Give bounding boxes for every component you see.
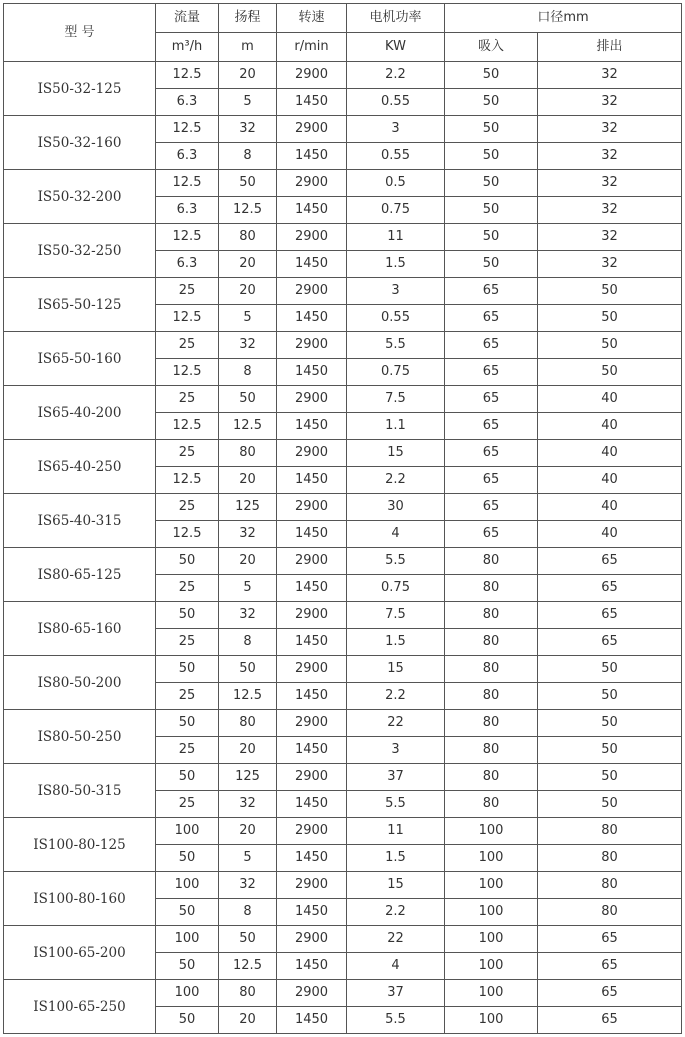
flow-cell: 6.3: [156, 251, 219, 278]
table-row: [4, 116, 682, 143]
head-cell: 32: [219, 791, 277, 818]
outlet-cell: 32: [538, 197, 682, 224]
flow-header: 流量: [156, 4, 219, 33]
outlet-cell: 80: [538, 818, 682, 845]
speed-cell: 2900: [277, 224, 347, 251]
outlet-cell: 40: [538, 467, 682, 494]
model-cell: IS65-50-125: [4, 278, 156, 332]
table-row: [4, 548, 682, 575]
flow-cell: 25: [156, 386, 219, 413]
power-cell: 15: [347, 656, 445, 683]
table-header: [4, 4, 682, 62]
power-cell: 30: [347, 494, 445, 521]
outlet-cell: 32: [538, 89, 682, 116]
head-cell: 12.5: [219, 683, 277, 710]
head-cell: 50: [219, 656, 277, 683]
head-cell: 20: [219, 467, 277, 494]
flow-cell: 25: [156, 575, 219, 602]
power-cell: 37: [347, 980, 445, 1007]
model-cell: IS50-32-160: [4, 116, 156, 170]
outlet-cell: 50: [538, 683, 682, 710]
inlet-cell: 65: [445, 359, 538, 386]
power-cell: 2.2: [347, 62, 445, 89]
outlet-cell: 32: [538, 224, 682, 251]
head-cell: 20: [219, 548, 277, 575]
flow-cell: 12.5: [156, 224, 219, 251]
head-cell: 5: [219, 845, 277, 872]
flow-cell: 50: [156, 656, 219, 683]
inlet-header: 吸入: [445, 33, 538, 62]
power-cell: 2.2: [347, 899, 445, 926]
power-cell: 0.5: [347, 170, 445, 197]
inlet-cell: 65: [445, 413, 538, 440]
inlet-cell: 65: [445, 278, 538, 305]
outlet-cell: 50: [538, 791, 682, 818]
power-cell: 4: [347, 953, 445, 980]
power-cell: 1.5: [347, 629, 445, 656]
head-cell: 80: [219, 224, 277, 251]
power-cell: 5.5: [347, 1007, 445, 1034]
outlet-cell: 32: [538, 251, 682, 278]
power-cell: 0.55: [347, 89, 445, 116]
inlet-cell: 50: [445, 224, 538, 251]
speed-cell: 2900: [277, 332, 347, 359]
inlet-cell: 50: [445, 197, 538, 224]
power-cell: 0.75: [347, 359, 445, 386]
speed-unit: r/min: [277, 33, 347, 62]
speed-cell: 1450: [277, 197, 347, 224]
head-cell: 20: [219, 62, 277, 89]
model-cell: IS80-65-125: [4, 548, 156, 602]
model-cell: IS100-80-160: [4, 872, 156, 926]
inlet-cell: 50: [445, 170, 538, 197]
flow-cell: 100: [156, 980, 219, 1007]
inlet-cell: 50: [445, 143, 538, 170]
head-cell: 125: [219, 494, 277, 521]
head-cell: 32: [219, 116, 277, 143]
power-cell: 1.1: [347, 413, 445, 440]
inlet-cell: 50: [445, 89, 538, 116]
flow-cell: 12.5: [156, 521, 219, 548]
speed-cell: 1450: [277, 737, 347, 764]
power-cell: 1.5: [347, 845, 445, 872]
flow-cell: 12.5: [156, 359, 219, 386]
power-cell: 15: [347, 440, 445, 467]
flow-cell: 50: [156, 764, 219, 791]
power-cell: 37: [347, 764, 445, 791]
head-cell: 32: [219, 521, 277, 548]
model-header: 型 号: [4, 4, 156, 62]
power-cell: 1.5: [347, 251, 445, 278]
outlet-cell: 50: [538, 359, 682, 386]
speed-cell: 1450: [277, 845, 347, 872]
speed-cell: 1450: [277, 359, 347, 386]
head-cell: 50: [219, 386, 277, 413]
model-cell: IS65-40-200: [4, 386, 156, 440]
power-cell: 11: [347, 224, 445, 251]
inlet-cell: 100: [445, 845, 538, 872]
outlet-cell: 50: [538, 710, 682, 737]
flow-cell: 100: [156, 818, 219, 845]
outlet-cell: 40: [538, 386, 682, 413]
outlet-cell: 40: [538, 413, 682, 440]
inlet-cell: 65: [445, 386, 538, 413]
head-cell: 12.5: [219, 197, 277, 224]
flow-cell: 50: [156, 953, 219, 980]
speed-cell: 2900: [277, 872, 347, 899]
power-cell: 2.2: [347, 683, 445, 710]
head-cell: 5: [219, 575, 277, 602]
power-cell: 3: [347, 116, 445, 143]
speed-cell: 2900: [277, 386, 347, 413]
table-row: [4, 926, 682, 953]
table-row: [4, 224, 682, 251]
speed-cell: 2900: [277, 602, 347, 629]
model-cell: IS65-40-250: [4, 440, 156, 494]
table-body: [4, 62, 682, 1034]
outlet-cell: 32: [538, 116, 682, 143]
model-cell: IS80-50-200: [4, 656, 156, 710]
inlet-cell: 80: [445, 764, 538, 791]
outlet-cell: 65: [538, 629, 682, 656]
outlet-cell: 32: [538, 170, 682, 197]
outlet-cell: 40: [538, 440, 682, 467]
flow-cell: 25: [156, 791, 219, 818]
flow-cell: 12.5: [156, 305, 219, 332]
speed-cell: 2900: [277, 494, 347, 521]
power-cell: 7.5: [347, 602, 445, 629]
table-row: [4, 494, 682, 521]
outlet-header: 排出: [538, 33, 682, 62]
outlet-cell: 32: [538, 143, 682, 170]
head-cell: 20: [219, 251, 277, 278]
speed-cell: 1450: [277, 1007, 347, 1034]
outlet-cell: 65: [538, 548, 682, 575]
power-cell: 22: [347, 926, 445, 953]
table-row: [4, 872, 682, 899]
inlet-cell: 65: [445, 305, 538, 332]
flow-cell: 50: [156, 899, 219, 926]
outlet-cell: 80: [538, 872, 682, 899]
speed-cell: 1450: [277, 251, 347, 278]
inlet-cell: 65: [445, 332, 538, 359]
flow-cell: 25: [156, 737, 219, 764]
outlet-cell: 50: [538, 737, 682, 764]
head-cell: 32: [219, 602, 277, 629]
head-cell: 5: [219, 89, 277, 116]
flow-unit: m³/h: [156, 33, 219, 62]
speed-cell: 1450: [277, 791, 347, 818]
flow-cell: 12.5: [156, 62, 219, 89]
speed-cell: 1450: [277, 953, 347, 980]
flow-cell: 12.5: [156, 467, 219, 494]
inlet-cell: 100: [445, 899, 538, 926]
head-cell: 32: [219, 872, 277, 899]
outlet-cell: 65: [538, 602, 682, 629]
power-cell: 5.5: [347, 791, 445, 818]
speed-cell: 1450: [277, 467, 347, 494]
model-cell: IS50-32-250: [4, 224, 156, 278]
head-cell: 125: [219, 764, 277, 791]
speed-cell: 1450: [277, 413, 347, 440]
speed-cell: 1450: [277, 575, 347, 602]
speed-cell: 2900: [277, 440, 347, 467]
table-row: [4, 332, 682, 359]
outlet-cell: 40: [538, 494, 682, 521]
speed-cell: 1450: [277, 521, 347, 548]
speed-cell: 2900: [277, 818, 347, 845]
table-row: [4, 386, 682, 413]
inlet-cell: 100: [445, 980, 538, 1007]
flow-cell: 50: [156, 1007, 219, 1034]
flow-cell: 100: [156, 872, 219, 899]
power-cell: 4: [347, 521, 445, 548]
table-row: [4, 818, 682, 845]
outlet-cell: 65: [538, 953, 682, 980]
flow-cell: 25: [156, 683, 219, 710]
power-cell: 0.55: [347, 305, 445, 332]
inlet-cell: 80: [445, 737, 538, 764]
power-cell: 15: [347, 872, 445, 899]
header-row-1: [4, 4, 682, 33]
speed-cell: 2900: [277, 278, 347, 305]
speed-cell: 1450: [277, 89, 347, 116]
speed-cell: 2900: [277, 926, 347, 953]
speed-cell: 2900: [277, 548, 347, 575]
flow-cell: 6.3: [156, 143, 219, 170]
diameter-header: 口径mm: [445, 4, 682, 33]
head-cell: 20: [219, 278, 277, 305]
flow-cell: 12.5: [156, 170, 219, 197]
speed-cell: 2900: [277, 980, 347, 1007]
table-row: [4, 710, 682, 737]
flow-cell: 50: [156, 710, 219, 737]
model-cell: IS80-50-250: [4, 710, 156, 764]
speed-cell: 2900: [277, 62, 347, 89]
outlet-cell: 32: [538, 62, 682, 89]
speed-cell: 2900: [277, 764, 347, 791]
speed-cell: 1450: [277, 683, 347, 710]
head-cell: 20: [219, 737, 277, 764]
power-cell: 7.5: [347, 386, 445, 413]
inlet-cell: 65: [445, 467, 538, 494]
speed-cell: 1450: [277, 899, 347, 926]
outlet-cell: 50: [538, 278, 682, 305]
table-row: [4, 440, 682, 467]
head-cell: 80: [219, 980, 277, 1007]
head-unit: m: [219, 33, 277, 62]
flow-cell: 25: [156, 629, 219, 656]
model-cell: IS50-32-125: [4, 62, 156, 116]
outlet-cell: 65: [538, 926, 682, 953]
model-cell: IS65-40-315: [4, 494, 156, 548]
head-header: 扬程: [219, 4, 277, 33]
table-row: [4, 170, 682, 197]
head-cell: 12.5: [219, 413, 277, 440]
inlet-cell: 80: [445, 683, 538, 710]
power-cell: 0.55: [347, 143, 445, 170]
speed-cell: 1450: [277, 305, 347, 332]
power-cell: 22: [347, 710, 445, 737]
power-cell: 2.2: [347, 467, 445, 494]
outlet-cell: 50: [538, 764, 682, 791]
speed-cell: 2900: [277, 170, 347, 197]
inlet-cell: 80: [445, 710, 538, 737]
table-row: [4, 278, 682, 305]
flow-cell: 50: [156, 548, 219, 575]
head-cell: 8: [219, 143, 277, 170]
power-cell: 0.75: [347, 197, 445, 224]
flow-cell: 50: [156, 845, 219, 872]
outlet-cell: 50: [538, 332, 682, 359]
model-cell: IS80-50-315: [4, 764, 156, 818]
inlet-cell: 50: [445, 62, 538, 89]
speed-cell: 2900: [277, 656, 347, 683]
flow-cell: 6.3: [156, 89, 219, 116]
table-row: [4, 602, 682, 629]
head-cell: 80: [219, 440, 277, 467]
head-cell: 12.5: [219, 953, 277, 980]
table-row: [4, 62, 682, 89]
model-cell: IS80-65-160: [4, 602, 156, 656]
inlet-cell: 100: [445, 926, 538, 953]
head-cell: 50: [219, 926, 277, 953]
head-cell: 5: [219, 305, 277, 332]
power-cell: 3: [347, 278, 445, 305]
outlet-cell: 50: [538, 656, 682, 683]
inlet-cell: 80: [445, 575, 538, 602]
power-cell: 5.5: [347, 548, 445, 575]
inlet-cell: 80: [445, 602, 538, 629]
flow-cell: 25: [156, 494, 219, 521]
inlet-cell: 100: [445, 872, 538, 899]
outlet-cell: 80: [538, 845, 682, 872]
head-cell: 8: [219, 899, 277, 926]
inlet-cell: 100: [445, 953, 538, 980]
inlet-cell: 100: [445, 1007, 538, 1034]
pump-spec-table: [3, 3, 682, 1034]
head-cell: 50: [219, 170, 277, 197]
speed-cell: 1450: [277, 143, 347, 170]
flow-cell: 25: [156, 332, 219, 359]
model-cell: IS65-50-160: [4, 332, 156, 386]
inlet-cell: 80: [445, 656, 538, 683]
power-cell: 3: [347, 737, 445, 764]
inlet-cell: 80: [445, 548, 538, 575]
inlet-cell: 65: [445, 494, 538, 521]
model-cell: IS100-80-125: [4, 818, 156, 872]
model-cell: IS50-32-200: [4, 170, 156, 224]
head-cell: 20: [219, 818, 277, 845]
flow-cell: 25: [156, 278, 219, 305]
head-cell: 8: [219, 629, 277, 656]
table-row: [4, 656, 682, 683]
flow-cell: 12.5: [156, 116, 219, 143]
speed-cell: 2900: [277, 710, 347, 737]
inlet-cell: 50: [445, 251, 538, 278]
head-cell: 80: [219, 710, 277, 737]
outlet-cell: 65: [538, 1007, 682, 1034]
flow-cell: 100: [156, 926, 219, 953]
table-row: [4, 764, 682, 791]
flow-cell: 50: [156, 602, 219, 629]
power-cell: 5.5: [347, 332, 445, 359]
power-unit: KW: [347, 33, 445, 62]
speed-cell: 2900: [277, 116, 347, 143]
outlet-cell: 65: [538, 980, 682, 1007]
head-cell: 20: [219, 1007, 277, 1034]
speed-header: 转速: [277, 4, 347, 33]
inlet-cell: 100: [445, 818, 538, 845]
power-header: 电机功率: [347, 4, 445, 33]
inlet-cell: 65: [445, 521, 538, 548]
flow-cell: 6.3: [156, 197, 219, 224]
inlet-cell: 50: [445, 116, 538, 143]
table-row: [4, 980, 682, 1007]
head-cell: 32: [219, 332, 277, 359]
head-cell: 8: [219, 359, 277, 386]
outlet-cell: 40: [538, 521, 682, 548]
inlet-cell: 80: [445, 629, 538, 656]
flow-cell: 25: [156, 440, 219, 467]
flow-cell: 12.5: [156, 413, 219, 440]
power-cell: 0.75: [347, 575, 445, 602]
model-cell: IS100-65-200: [4, 926, 156, 980]
inlet-cell: 80: [445, 791, 538, 818]
outlet-cell: 50: [538, 305, 682, 332]
power-cell: 11: [347, 818, 445, 845]
inlet-cell: 65: [445, 440, 538, 467]
outlet-cell: 80: [538, 899, 682, 926]
model-cell: IS100-65-250: [4, 980, 156, 1034]
outlet-cell: 65: [538, 575, 682, 602]
speed-cell: 1450: [277, 629, 347, 656]
